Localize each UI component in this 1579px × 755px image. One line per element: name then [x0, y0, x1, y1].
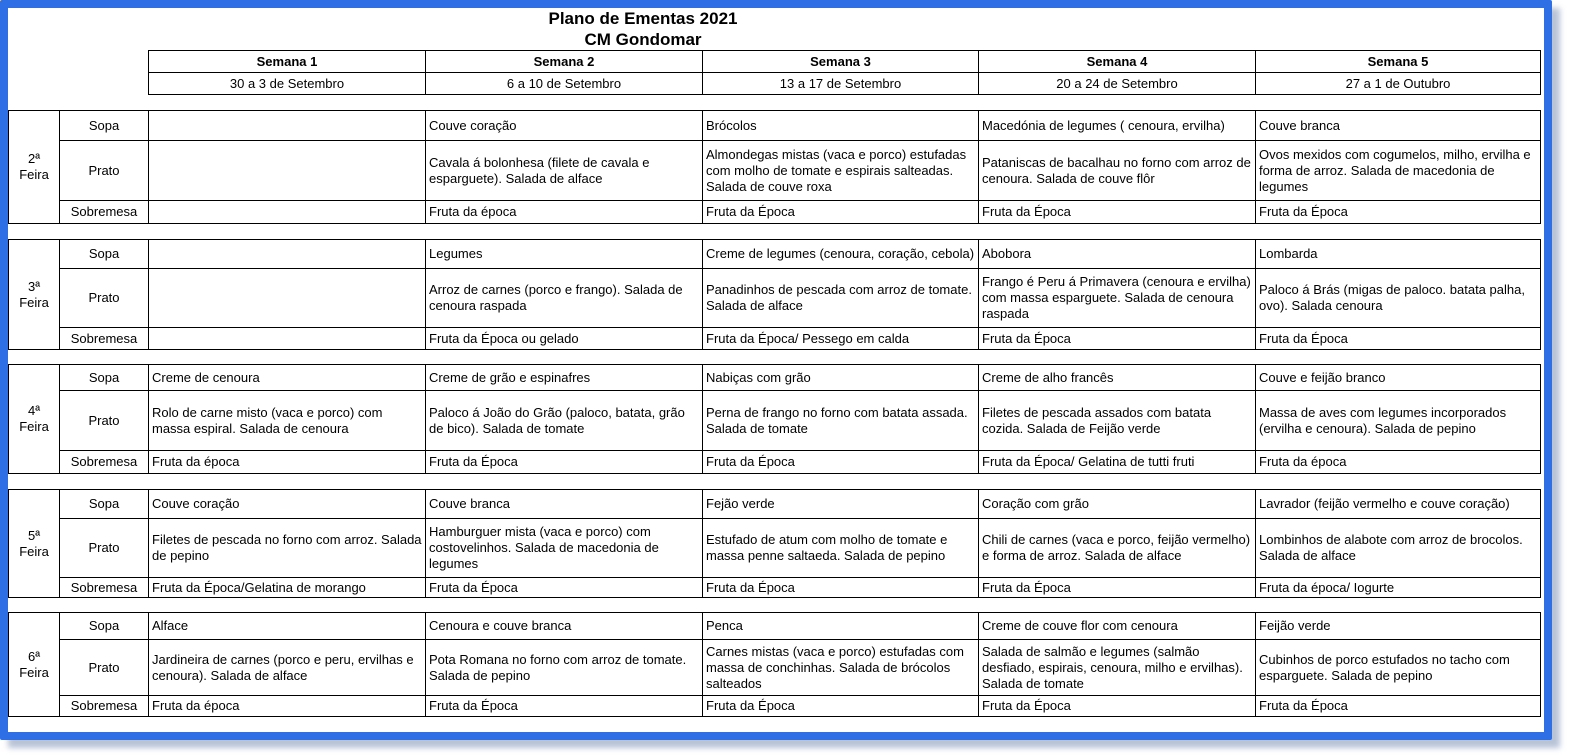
day-spacer-row [9, 474, 1541, 490]
menu-cell-prato: Perna de frango no forno com batata assada. Salada de tomate [703, 391, 979, 451]
menu-cell-sopa: Creme de alho francês [979, 365, 1256, 391]
category-sobremesa: Sobremesa [60, 451, 149, 474]
spacer-cell [9, 350, 60, 365]
sopa-row [9, 365, 1541, 391]
day-label: 6ª Feira [9, 613, 60, 717]
spacer-cell [979, 474, 1256, 490]
corner-blank [9, 51, 60, 73]
menu-cell-sopa [149, 240, 426, 269]
menu-cell-sopa: Couve branca [426, 490, 703, 519]
spacer-cell [703, 598, 979, 613]
prato-row [9, 269, 1541, 328]
spacer-cell [60, 474, 149, 490]
category-sobremesa: Sobremesa [60, 201, 149, 224]
menu-cell-sopa [149, 111, 426, 141]
category-sobremesa: Sobremesa [60, 696, 149, 717]
spacer-cell [426, 224, 703, 240]
week-name: Semana 2 [426, 51, 703, 73]
category-prato: Prato [60, 640, 149, 696]
sobremesa-row [9, 201, 1541, 224]
category-sopa: Sopa [60, 490, 149, 519]
week-dates: 20 a 24 de Setembro [979, 73, 1256, 95]
menu-cell-sobremesa: Fruta da Época [979, 696, 1256, 717]
spacer-cell [1256, 474, 1541, 490]
menu-cell-sobremesa: Fruta da Época [979, 578, 1256, 598]
week-dates: 27 a 1 de Outubro [1256, 73, 1541, 95]
menu-cell-prato: Rolo de carne misto (vaca e porco) com massa espiral. Salada de cenoura [149, 391, 426, 451]
week-header-row [9, 51, 1541, 73]
menu-cell-prato: Chili de carnes (vaca e porco, feijão vermelho) e forma de arroz. Salada de alface [979, 519, 1256, 578]
sopa-row [9, 613, 1541, 640]
menu-cell-sopa: Coração com grão [979, 490, 1256, 519]
week-name: Semana 5 [1256, 51, 1541, 73]
spacer-cell [979, 598, 1256, 613]
menu-cell-prato: Pataniscas de bacalhau no forno com arroz de cenoura. Salada de couve flôr [979, 141, 1256, 201]
menu-cell-sobremesa: Fruta da Época [979, 201, 1256, 224]
menu-cell-sobremesa: Fruta da Época [1256, 328, 1541, 350]
menu-sheet [8, 8, 1544, 732]
menu-cell-sobremesa: Fruta da Época/ Pessego em calda [703, 328, 979, 350]
week-dates: 13 a 17 de Setembro [703, 73, 979, 95]
menu-cell-prato: Almondegas mistas (vaca e porco) estufadas com molho de tomate e espirais salteadas. Salada de couve roxa [703, 141, 979, 201]
menu-cell-sobremesa: Fruta da Época [426, 578, 703, 598]
category-sobremesa: Sobremesa [60, 328, 149, 350]
spacer-cell [149, 474, 426, 490]
spacer-cell [9, 95, 60, 111]
menu-cell-sobremesa: Fruta da Época [703, 451, 979, 474]
menu-cell-sopa: Penca [703, 613, 979, 640]
week-dates-row [9, 73, 1541, 95]
menu-cell-sobremesa: Fruta da Época/Gelatina de morango [149, 578, 426, 598]
menu-cell-sobremesa: Fruta da Época [1256, 696, 1541, 717]
week-name: Semana 1 [149, 51, 426, 73]
menu-cell-prato: Panadinhos de pescada com arroz de tomate. Salada de alface [703, 269, 979, 328]
menu-cell-sobremesa [149, 201, 426, 224]
menu-cell-sobremesa: Fruta da Época [426, 451, 703, 474]
menu-cell-sopa: Abobora [979, 240, 1256, 269]
menu-cell-prato: Filetes de pescada assados com batata cozida. Salada de Feijão verde [979, 391, 1256, 451]
menu-cell-sopa: Creme de cenoura [149, 365, 426, 391]
menu-cell-sopa: Macedónia de legumes ( cenoura, ervilha) [979, 111, 1256, 141]
spacer-cell [149, 350, 426, 365]
category-prato: Prato [60, 391, 149, 451]
day-spacer-row [9, 95, 1541, 111]
spacer-cell [703, 95, 979, 111]
menu-cell-sopa: Brócolos [703, 111, 979, 141]
menu-cell-sobremesa: Fruta da Época/ Gelatina de tutti fruti [979, 451, 1256, 474]
menu-cell-sopa: Couve coração [426, 111, 703, 141]
menu-cell-sopa: Couve e feijão branco [1256, 365, 1541, 391]
menu-cell-prato: Carnes mistas (vaca e porco) estufadas com massa de conchinhas. Salada de brócolos salteados [703, 640, 979, 696]
menu-cell-prato: Pota Romana no forno com arroz de tomate. Salada de pepino [426, 640, 703, 696]
menu-cell-sobremesa: Fruta da época [149, 696, 426, 717]
spacer-cell [426, 474, 703, 490]
spacer-cell [979, 224, 1256, 240]
spacer-cell [149, 95, 426, 111]
menu-cell-sopa: Creme de legumes (cenoura, coração, cebola) [703, 240, 979, 269]
menu-cell-prato: Paloco á Brás (migas de paloco. batata palha, ovo). Salada cenoura [1256, 269, 1541, 328]
menu-cell-sopa: Fejão verde [703, 490, 979, 519]
week-name: Semana 4 [979, 51, 1256, 73]
menu-cell-sobremesa: Fruta da Época [1256, 201, 1541, 224]
menu-cell-prato: Arroz de carnes (porco e frango). Salada de cenoura raspada [426, 269, 703, 328]
menu-cell-sopa: Nabiças com grão [703, 365, 979, 391]
prato-row [9, 391, 1541, 451]
prato-row [9, 141, 1541, 201]
menu-cell-sobremesa: Fruta da Época [979, 328, 1256, 350]
prato-row [9, 519, 1541, 578]
spacer-cell [60, 224, 149, 240]
menu-cell-sobremesa: Fruta da Época [703, 201, 979, 224]
menu-cell-sopa: Lavrador (feijão vermelho e couve coração) [1256, 490, 1541, 519]
category-prato: Prato [60, 141, 149, 201]
menu-cell-sopa: Feijão verde [1256, 613, 1541, 640]
spacer-cell [60, 95, 149, 111]
sopa-row [9, 490, 1541, 519]
category-prato: Prato [60, 519, 149, 578]
spacer-cell [426, 598, 703, 613]
category-sobremesa: Sobremesa [60, 578, 149, 598]
day-spacer-row [9, 350, 1541, 365]
menu-cell-prato: Hamburguer mista (vaca e porco) com costovelinhos. Salada de macedonia de legumes [426, 519, 703, 578]
week-dates: 30 a 3 de Setembro [149, 73, 426, 95]
corner-blank [60, 73, 149, 95]
menu-cell-sobremesa: Fruta da Época [703, 578, 979, 598]
menu-cell-sopa: Creme de couve flor com cenoura [979, 613, 1256, 640]
category-sopa: Sopa [60, 365, 149, 391]
spacer-cell [1256, 598, 1541, 613]
spacer-cell [1256, 350, 1541, 365]
menu-cell-sopa: Alface [149, 613, 426, 640]
menu-cell-prato [149, 141, 426, 201]
menu-cell-prato: Lombinhos de alabote com arroz de brocolos. Salada de alface [1256, 519, 1541, 578]
menu-cell-sopa: Legumes [426, 240, 703, 269]
spacer-cell [979, 350, 1256, 365]
menu-cell-prato: Ovos mexidos com cogumelos, milho, ervilha e forma de arroz. Salada de macedonia de legumes [1256, 141, 1541, 201]
menu-cell-sopa: Creme de grão e espinafres [426, 365, 703, 391]
category-sopa: Sopa [60, 111, 149, 141]
sobremesa-row [9, 328, 1541, 350]
spacer-cell [60, 350, 149, 365]
spacer-cell [149, 598, 426, 613]
sobremesa-row [9, 696, 1541, 717]
week-dates: 6 a 10 de Setembro [426, 73, 703, 95]
page-title: Plano de Ementas 2021 [548, 9, 738, 28]
day-label: 5ª Feira [9, 490, 60, 598]
sobremesa-row [9, 451, 1541, 474]
category-sopa: Sopa [60, 240, 149, 269]
spacer-cell [979, 95, 1256, 111]
menu-cell-prato: Estufado de atum com molho de tomate e massa penne saltaeda. Salada de pepino [703, 519, 979, 578]
prato-row [9, 640, 1541, 696]
menu-cell-sobremesa: Fruta da Época [426, 696, 703, 717]
menu-cell-prato: Salada de salmão e legumes (salmão desfiado, espirais, cenoura, milho e ervilhas). Salada de tomate [979, 640, 1256, 696]
spacer-cell [426, 95, 703, 111]
menu-table [8, 50, 1541, 717]
day-spacer-row [9, 598, 1541, 613]
spacer-cell [9, 598, 60, 613]
spacer-cell [60, 598, 149, 613]
menu-cell-sobremesa: Fruta da época [426, 201, 703, 224]
spacer-cell [9, 224, 60, 240]
day-label: 2ª Feira [9, 111, 60, 224]
spacer-cell [426, 350, 703, 365]
sopa-row [9, 111, 1541, 141]
menu-cell-prato: Cubinhos de porco estufados no tacho com esparguete. Salada de pepino [1256, 640, 1541, 696]
sopa-row [9, 240, 1541, 269]
sobremesa-row [9, 578, 1541, 598]
category-sopa: Sopa [60, 613, 149, 640]
menu-cell-prato [149, 269, 426, 328]
day-label: 3ª Feira [9, 240, 60, 350]
week-name: Semana 3 [703, 51, 979, 73]
corner-blank [60, 51, 149, 73]
menu-cell-sopa: Couve coração [149, 490, 426, 519]
day-spacer-row [9, 224, 1541, 240]
spacer-cell [703, 350, 979, 365]
spacer-cell [149, 224, 426, 240]
menu-cell-prato: Massa de aves com legumes incorporados (ervilha e cenoura). Salada de pepino [1256, 391, 1541, 451]
page-subtitle: CM Gondomar [584, 30, 702, 49]
menu-cell-sopa: Cenoura e couve branca [426, 613, 703, 640]
menu-cell-sobremesa [149, 328, 426, 350]
spacer-cell [1256, 95, 1541, 111]
day-label: 4ª Feira [9, 365, 60, 474]
menu-cell-sopa: Lombarda [1256, 240, 1541, 269]
menu-cell-prato: Jardineira de carnes (porco e peru, ervilhas e cenoura). Salada de alface [149, 640, 426, 696]
menu-cell-prato: Paloco á João do Grão (paloco, batata, grão de bico). Salada de tomate [426, 391, 703, 451]
menu-cell-sobremesa: Fruta da época [149, 451, 426, 474]
menu-cell-sobremesa: Fruta da Época ou gelado [426, 328, 703, 350]
menu-cell-sopa: Couve branca [1256, 111, 1541, 141]
spacer-cell [703, 224, 979, 240]
spacer-cell [703, 474, 979, 490]
corner-blank [9, 73, 60, 95]
category-prato: Prato [60, 269, 149, 328]
menu-cell-prato: Frango é Peru á Primavera (cenoura e ervilha) com massa esparguete. Salada de cenoura raspada [979, 269, 1256, 328]
spacer-cell [1256, 224, 1541, 240]
menu-cell-sobremesa: Fruta da época [1256, 451, 1541, 474]
menu-cell-prato: Cavala á bolonhesa (filete de cavala e esparguete). Salada de alface [426, 141, 703, 201]
menu-cell-prato: Filetes de pescada no forno com arroz. Salada de pepino [149, 519, 426, 578]
menu-cell-sobremesa: Fruta da Época [703, 696, 979, 717]
menu-cell-sobremesa: Fruta da época/ Iogurte [1256, 578, 1541, 598]
spacer-cell [9, 474, 60, 490]
